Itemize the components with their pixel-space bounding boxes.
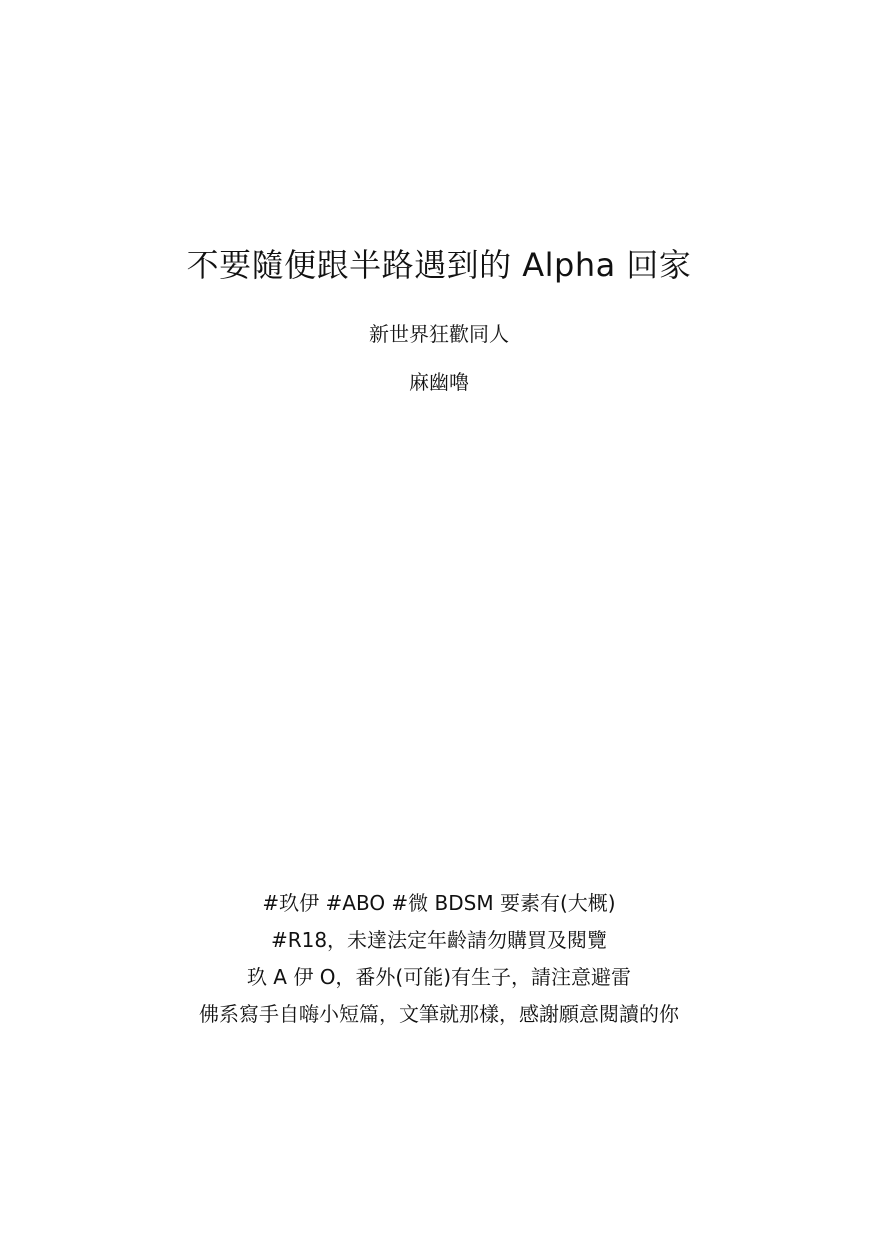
note-line-age-warning: #R18，未達法定年齡請勿購買及閱覽: [270, 928, 608, 952]
note-line-pairing-warning: 玖 A 伊 O，番外(可能)有生子，請注意避雷: [246, 965, 632, 989]
fandom-label: 新世界狂歡同人: [369, 322, 509, 346]
note-line-tags: #玖伊 #ABO #微 BDSM 要素有(大概): [262, 891, 616, 915]
note-line-author-remark: 佛系寫手自嗨小短篇，文筆就那樣，感謝願意閱讀的你: [199, 1002, 679, 1026]
content-notes: [0, 885, 878, 1033]
book-title: 不要隨便跟半路遇到的 Alpha 回家: [186, 246, 692, 284]
author-name: 麻幽嚕: [409, 370, 469, 394]
